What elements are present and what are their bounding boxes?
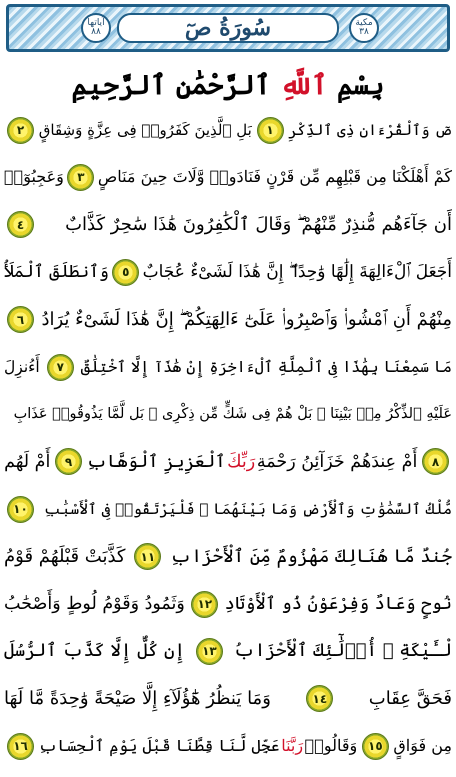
verse-text: جُندٌ مَّا هُنَالِكَ مَهْزُومٌ مِّنَ ٱلْأَحْزَابِ <box>170 545 452 567</box>
verse-text: أَجَعَلَ ٱلْءَالِهَةَ إِلَٰهًا وَٰحِدًا ۖ إِنَّ هَٰذَا لَشَىْءٌ عُجَابٌ <box>142 262 452 283</box>
verse-text: وَثَمُودُ وَقَوْمُ لُوطٍ وَأَصْحَٰبُ <box>4 594 185 614</box>
verse-number-marker: ٥ <box>112 259 139 286</box>
verse-number-marker: ١١ <box>134 543 161 570</box>
verse-text: وَقَالُوا۟ <box>304 736 358 756</box>
verse-number-marker: ٢ <box>7 117 34 144</box>
verse-text: وَٱنطَلَقَ ٱلْمَلَأُ <box>4 262 110 283</box>
text-line <box>4 584 452 624</box>
verse-number-marker: ٧ <box>47 354 74 381</box>
revelation-medallion: مكية ٣٨ <box>349 13 379 43</box>
text-line <box>4 537 452 577</box>
verse-text: عَجِّل لَّنَا قِطَّنَا قَبْلَ يَوْمِ ٱلْحِسَابِ <box>38 736 280 756</box>
verse-count-medallion: آياتها ٨٨ <box>81 13 111 43</box>
basmala-allah: ٱللَّهِ <box>280 70 328 101</box>
verse-text: كَذَّبَتْ قَبْلَهُمْ قَوْمُ <box>4 545 126 567</box>
verse-number-marker: ١٤ <box>306 685 333 712</box>
verse-text: صٓ وَٱلْقُرْءَانِ ذِى ٱلذِّكْرِ <box>288 121 452 139</box>
surah-title-cartouche <box>117 13 339 43</box>
text-line <box>4 679 452 719</box>
verse-number-marker: ١ <box>257 117 284 144</box>
text-line <box>4 157 452 197</box>
verse-number-marker: ١٦ <box>7 733 34 760</box>
basmala-bism: بِسْمِ <box>337 70 385 101</box>
verse-number-marker: ١٣ <box>196 638 223 665</box>
divine-name-text: رَبِّكَ <box>227 451 256 472</box>
basmala <box>60 66 396 106</box>
verse-text: وَمَا يَنظُرُ هَٰٓؤُلَآءِ إِلَّا صَيْحَةً وَٰحِدَةً مَّا لَهَا <box>4 687 271 709</box>
verse-number-marker: ٣ <box>67 164 94 191</box>
verse-number-marker: ٦ <box>7 306 34 333</box>
verse-text: وَعَجِبُوٓا۟ <box>4 167 64 187</box>
text-line <box>4 726 452 766</box>
text-line <box>4 489 452 529</box>
verse-number-marker: ١٢ <box>191 591 218 618</box>
verse-text: نُوحٍ وَعَادٌ وَفِرْعَوْنُ ذُو ٱلْأَوْتَادِ <box>224 594 452 614</box>
verse-text: مَا سَمِعْنَا بِهَٰذَا فِى ٱلْمِلَّةِ ٱلْءَاخِرَةِ إِنْ هَٰذَآ إِلَّا ٱخْتِلَٰقٌ <box>80 358 452 376</box>
verse-text: إِن كُلٌّ إِلَّا كَذَّبَ ٱلرُّسُلَ <box>4 640 186 662</box>
verse-text: فَحَقَّ عِقَابِ <box>368 687 452 709</box>
text-line <box>4 442 452 482</box>
verse-text: مِنْهُمْ أَنِ ٱمْشُوا۟ وَٱصْبِرُوا۟ عَلَىٰٓ ءَالِهَتِكُمْ ۖ إِنَّ هَٰذَا لَشَىْءٌ يُرَادُ <box>41 308 452 330</box>
verse-number-marker: ١٥ <box>362 733 389 760</box>
verse-text: أَءُنزِلَ <box>4 358 40 376</box>
verse-number-marker: ٤ <box>7 211 34 238</box>
verse-text: مِن فَوَاقٍ <box>393 736 452 756</box>
verse-text: أَمْ لَهُم <box>4 451 51 472</box>
verse-number-marker: ١٠ <box>7 496 34 523</box>
verse-text: بَلِ ٱلَّذِينَ كَفَرُوا۟ فِى عِزَّةٍ وَشِقَاقٍ <box>38 121 252 139</box>
verse-number-marker: ٨ <box>422 448 449 475</box>
text-line <box>4 110 452 150</box>
verse-text: لْـَٔيْكَةِ ۚ أُو۟لَٰٓئِكَ ٱلْأَحْزَابُ <box>233 640 452 662</box>
verse-text: ٱلْعَزِيزِ ٱلْوَهَّابِ <box>86 451 226 472</box>
surah-title: سُورَةُ صٓ <box>184 15 272 41</box>
text-line <box>4 631 452 671</box>
text-line <box>4 252 452 292</box>
verse-text: كَمْ أَهْلَكْنَا مِن قَبْلِهِم مِّن قَرْنٍ فَنَادَوا۟ وَّلَاتَ حِينَ مَنَاصٍ <box>97 167 452 187</box>
text-line <box>4 347 452 387</box>
divine-name-text: رَبَّنَا <box>281 736 304 756</box>
text-line <box>4 394 452 434</box>
text-line <box>4 205 452 245</box>
basmala-rest: ٱلرَّحْمَٰنِ ٱلرَّحِيمِ <box>71 70 271 101</box>
verse-text: أَمْ عِندَهُمْ خَزَآئِنُ رَحْمَةِ <box>256 451 418 472</box>
verse-text: مُّلْكُ ٱلسَّمَٰوَٰتِ وَٱلْأَرْضِ وَمَا بَيْنَهُمَا ۖ فَلْيَرْتَقُوا۟ فِى ٱلْأَسْبَٰبِ <box>44 500 452 519</box>
surah-header-frame <box>6 4 450 52</box>
verse-text: أَن جَآءَهُم مُّنذِرٌ مِّنْهُمْ ۖ وَقَالَ ٱلْكَٰفِرُونَ هَٰذَا سَٰحِرٌ كَذَّابٌ <box>65 213 452 235</box>
verse-number-marker: ٩ <box>55 448 82 475</box>
verse-text: عَلَيْهِ ٱلذِّكْرُ مِنۢ بَيْنِنَا ۚ بَلْ هُمْ فِى شَكٍّ مِّن ذِكْرِى ۖ بَل لَّمَّا يَذُوقُوا۟ عَذَابِ <box>13 406 452 423</box>
text-line <box>4 300 452 340</box>
